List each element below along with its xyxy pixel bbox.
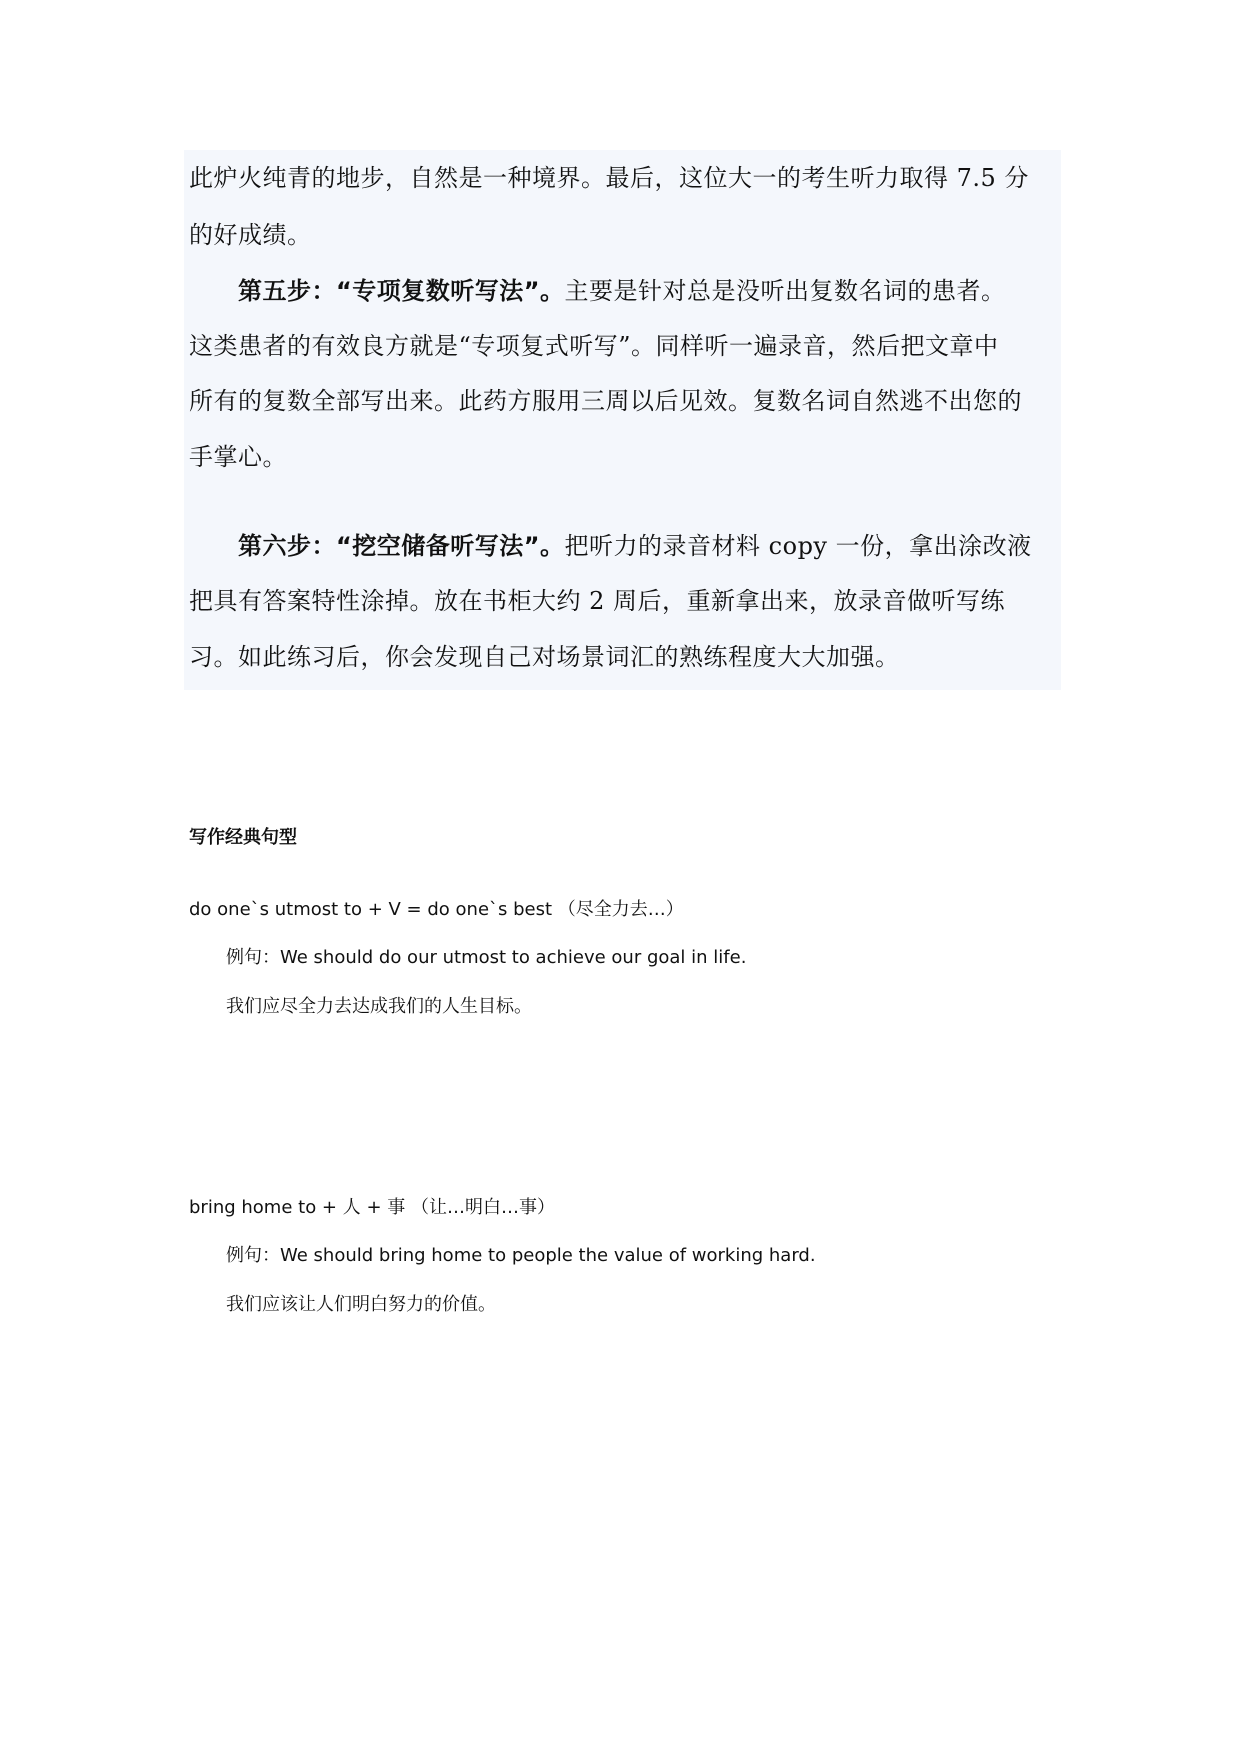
paragraph-line: 此炉火纯青的地步，自然是一种境界。最后，这位大一的考生听力取得 7.5 分: [189, 164, 1029, 192]
step5-title: 第五步：“专项复数听写法”。: [238, 277, 565, 305]
step6-first-line: [238, 531, 1032, 561]
paragraph-line: 的好成绩。: [189, 221, 312, 249]
pattern-example: 例句：We should bring home to people the value of working hard.: [226, 1245, 816, 1266]
step5-first-line: [238, 276, 1006, 306]
step6-title: 第六步：“挖空储备听写法”。: [238, 532, 565, 560]
pattern-translation: 我们应该让人们明白努力的价值。: [226, 1294, 496, 1315]
paragraph-line: 所有的复数全部写出来。此药方服用三周以后见效。复数名词自然逃不出您的: [189, 387, 1022, 415]
paragraph-line: 习。如此练习后，你会发现自己对场景词汇的熟练程度大大加强。: [189, 643, 900, 671]
paragraph-line: 这类患者的有效良方就是“专项复式听写”。同样听一遍录音，然后把文章中: [189, 332, 999, 360]
pattern-example: 例句：We should do our utmost to achieve our goal in life.: [226, 947, 747, 968]
step6-text: 把听力的录音材料 copy 一份，拿出涂改液: [564, 532, 1032, 560]
pattern-phrase: do one`s utmost to + V = do one`s best （尽全力去…）: [189, 899, 684, 920]
paragraph-line: 把具有答案特性涂掉。放在书柜大约 2 周后，重新拿出来，放录音做听写练: [189, 587, 1006, 615]
step5-text: 主要是针对总是没听出复数名词的患者。: [564, 277, 1006, 305]
paragraph-line: 手掌心。: [189, 443, 287, 471]
pattern-translation: 我们应尽全力去达成我们的人生目标。: [226, 996, 532, 1017]
section-heading: 写作经典句型: [189, 827, 297, 848]
pattern-phrase: bring home to + 人 + 事 （让…明白…事）: [189, 1197, 555, 1218]
